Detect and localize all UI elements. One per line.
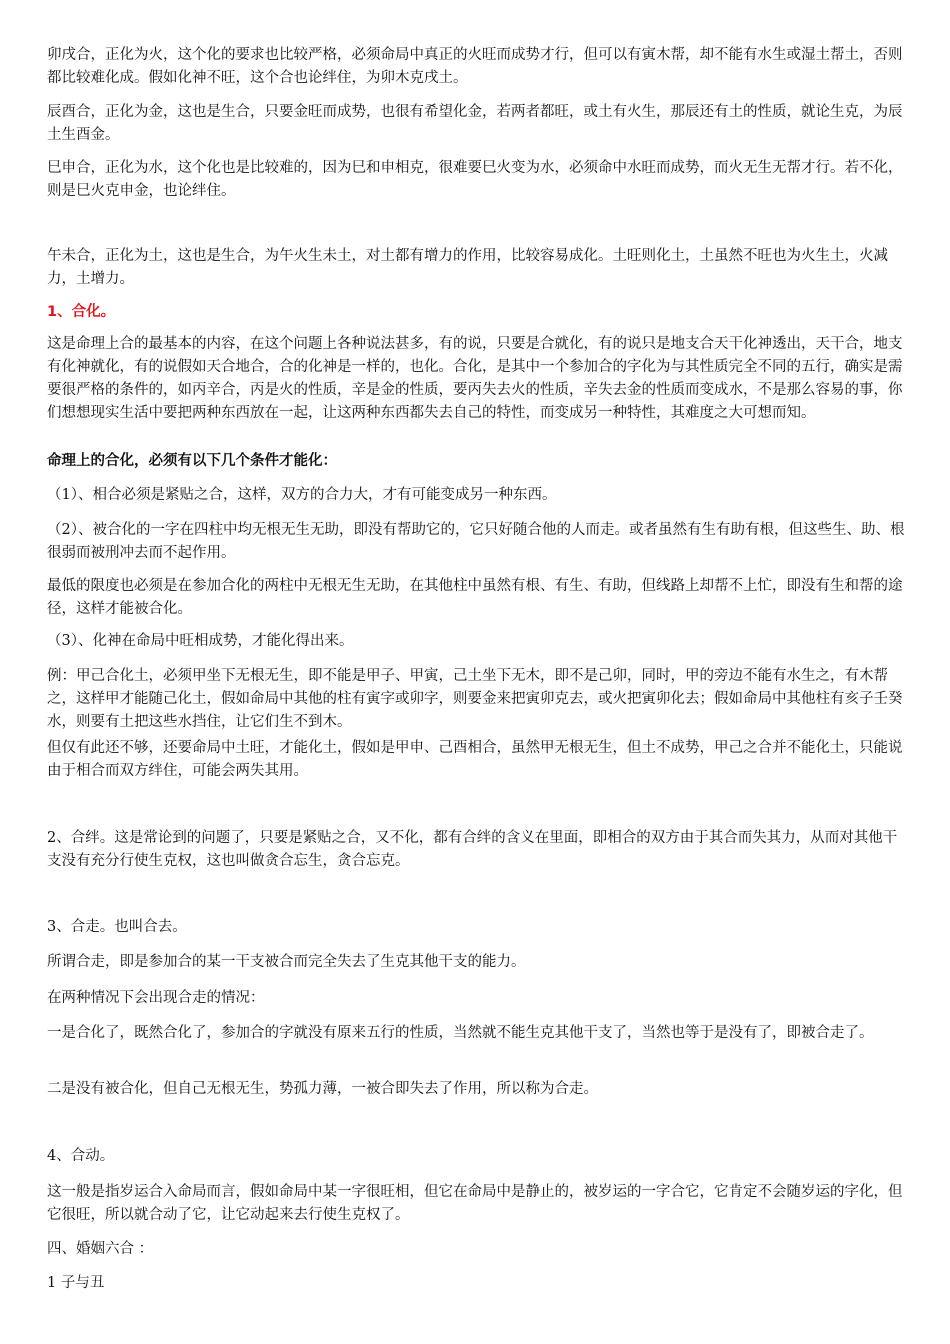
paragraph-two-cases: 在两种情况下会出现合走的情况： [47, 990, 265, 1006]
paragraph-example: 例：甲己合化土，必须甲坐下无根无生，即不能是甲子、甲寅，己土坐下无木，即不是己卯，同时，甲的旁边不能有水生之，有木帮之，这样甲才能随己化土，假如命局中其他的柱有寅字或卯字，则要金来把寅卯克去，或火把寅卯化去；假如命局中其他柱有亥子壬癸水，则要有土把这些水挡住，让它们生不到木。 [47, 668, 903, 730]
heading-conditions: 命理上的合化，必须有以下几个条件才能化： [47, 453, 337, 469]
paragraph-condition-2: （2）、被合化的一字在四柱中均无根无生无助，即没有帮助它的，它只好随合他的人而走。或者虽然有生有助有根，但这些生、助、根很弱而被刑冲去而不起作用。 [47, 522, 905, 561]
heading-hedong: 4、合动。 [47, 1148, 115, 1164]
paragraph-hehua-intro: 这是命理上合的最基本的内容，在这个问题上各种说法甚多，有的说，只要是合就化，有的说只是地支合天干化神透出，天干合，地支有化神就化，有的说假如天合地合，合的化神是一样的，也化。合化，是其中一个参加合的字化为与其性质完全不同的五行，确实是需要很严格的条件的，如丙辛合，丙是火的性质，辛是金的性质，要丙失去火的性质，辛失去金的性质而变成水，不是那么容易的事，你们想想现实生活中要把两种东西放在一起，让这两种东西都失去自己的特性，而变成另一种特性，其难度之大可想而知。 [47, 336, 903, 421]
paragraph-heban: 2、合绊。这是常论到的问题了，只要是紧贴之合，又不化，都有合绊的含义在里面，即相合的双方由于其合而失其力，从而对其他干支没有充分行使生克权，这也叫做贪合忘生，贪合忘克。 [47, 830, 898, 869]
paragraph-condition-3: （3）、化神在命局中旺相成势，才能化得出来。 [47, 633, 354, 649]
paragraph-hezou-def: 所谓合走，即是参加合的某一干支被合而完全失去了生克其他干支的能力。 [47, 954, 526, 970]
paragraph-minimum: 最低的限度也必须是在参加合化的两柱中无根无生无助，在其他柱中虽然有根、有生、有助，但线路上却帮不上忙，即没有生和帮的途径，这样才能被合化。 [47, 578, 903, 617]
paragraph-case-1: 一是合化了，既然合化了，参加合的字就没有原来五行的性质，当然就不能生克其他干支了，当然也等于是没有了，即被合走了。 [47, 1025, 874, 1041]
paragraph-maoxu: 卯戌合，正化为火，这个化的要求也比较严格，必须命局中真正的火旺而成势才行，但可以有寅木帮，却不能有水生或湿土帮土，否则都比较难化成。假如化神不旺，这个合也论绊住，为卯木克戌土。 [47, 47, 903, 86]
list-item-zi-chou: 1 子与丑 [47, 1275, 105, 1291]
paragraph-sishen: 巳申合，正化为水，这个化也是比较难的，因为巳和申相克，很难要巳火变为水，必须命中水旺而成势，而火无生无帮才行。若不化，则是巳火克申金，也论绊住。 [47, 160, 903, 199]
paragraph-condition-1: （1）、相合必须是紧贴之合，这样，双方的合力大，才有可能变成另一种东西。 [47, 487, 557, 503]
paragraph-not-enough: 但仅有此还不够，还要命局中土旺，才能化土，假如是甲申、己酉相合，虽然甲无根无生，但土不成势，甲己之合并不能化土，只能说由于相合而双方绊住，可能会两失其用。 [47, 740, 903, 779]
paragraph-hedong: 这一般是指岁运合入命局而言，假如命局中某一字很旺相，但它在命局中是静止的，被岁运的一字合它，它肯定不会随岁运的字化，但它很旺，所以就合动了它，让它动起来去行使生克权了。 [47, 1184, 903, 1223]
heading-hezou: 3、合走。也叫合去。 [47, 919, 187, 935]
heading-marriage-liuhe: 四、婚姻六合 ： [47, 1241, 154, 1257]
paragraph-wuwei: 午未合，正化为土，这也是生合，为午火生未土，对土都有增力的作用，比较容易成化。土旺则化土，土虽然不旺也为火生土，火减力，土增力。 [47, 248, 888, 287]
paragraph-case-2: 二是没有被合化，但自己无根无生，势孤力薄，一被合即失去了作用，所以称为合走。 [47, 1081, 598, 1097]
heading-hehua: 1、合化。 [47, 304, 116, 320]
paragraph-chenyou: 辰酉合，正化为金，这也是生合，只要金旺而成势，也很有希望化金，若两者都旺，或土有火生，那辰还有土的性质，就论生克，为辰土生酉金。 [47, 104, 903, 143]
